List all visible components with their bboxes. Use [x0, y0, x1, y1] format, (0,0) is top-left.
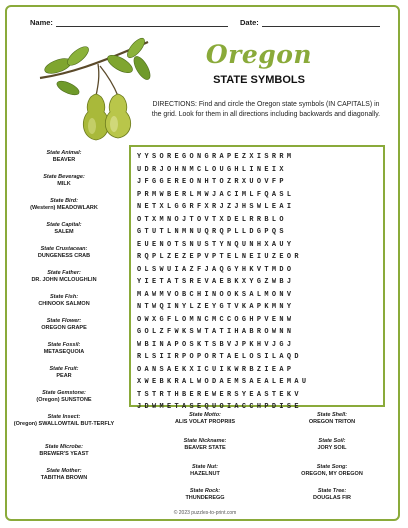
- clue-nickname: [150, 438, 260, 453]
- grid-row[interactable]: GOLZFWKSWTATIHABROWNN: [137, 328, 295, 336]
- clue-microbe: [14, 444, 114, 459]
- clue-beverage: [14, 174, 114, 189]
- grid-row[interactable]: OLSWUIAZFJAQGYHKVTMDO: [137, 265, 295, 274]
- clue-label: State Microbe:: [45, 444, 83, 450]
- clue-fish: [14, 294, 114, 309]
- clue-label: State Flower:: [46, 318, 82, 324]
- grid-row[interactable]: GTUTLNMNUQRQPLLDGPQS: [137, 228, 287, 236]
- clue-answer: DUNGENESS CRAB: [37, 253, 91, 260]
- grid-row[interactable]: OTXMNOJTOVTXDELRRBLO: [137, 215, 287, 224]
- date-label: Date:: [240, 18, 259, 27]
- clue-fossil: [14, 342, 114, 357]
- clue-label: State Fish:: [49, 294, 79, 300]
- clue-label: State Nut:: [192, 464, 218, 470]
- clue-label: State Crustacean:: [40, 246, 88, 252]
- clue-insect: [12, 414, 116, 429]
- grid-row[interactable]: RLSIIRPOPORTAELOSILAQD: [137, 353, 302, 361]
- clue-label: State Animal:: [46, 150, 82, 156]
- clue-answer: ALIS VOLAT PROPRIIS: [174, 419, 236, 426]
- grid-row[interactable]: RQPLZEZEPVPTELNEIUZEOR: [137, 253, 302, 261]
- clue-fruit: [14, 366, 114, 381]
- clue-animal: [14, 150, 114, 165]
- clue-answer: OREGON TRITON: [308, 419, 356, 426]
- clue-label: State Shell:: [317, 412, 347, 418]
- page-title: Oregon: [205, 40, 313, 69]
- word-search-grid-box: [129, 145, 385, 411]
- grid-row[interactable]: OWXGFLOMNCMCCOGHPVENW: [137, 315, 295, 324]
- clue-answer: BEAVER: [52, 157, 76, 164]
- clue-label: State Rock:: [189, 488, 221, 494]
- grid-row[interactable]: UDRJOHNMCLOUGHLINEIX: [137, 165, 287, 174]
- clue-shell: [276, 412, 388, 427]
- grid-row[interactable]: PRMWBERLMWJACIMLFQASL: [137, 190, 295, 199]
- grid-row[interactable]: YYSOREGONGRAPEZXISRRM: [137, 153, 295, 161]
- clue-father: [14, 270, 114, 285]
- clue-mother: [14, 468, 114, 483]
- clue-answer: THUNDEREGG: [185, 495, 225, 502]
- clue-answer: CHINOOK SALMON: [38, 301, 90, 308]
- clue-answer: MILK: [57, 181, 71, 188]
- clue-soil: [276, 438, 388, 453]
- clue-gemstone: [14, 390, 114, 405]
- clue-label: State Song:: [316, 464, 348, 470]
- grid-row[interactable]: NTWQINYLZEYGTVKAPKMNY: [137, 303, 295, 311]
- date-field[interactable]: [240, 18, 380, 27]
- clue-label: State Tree:: [317, 488, 347, 494]
- clue-rock: [150, 488, 260, 503]
- clue-capital: [14, 222, 114, 237]
- clue-answer: BREWER'S YEAST: [39, 451, 89, 458]
- clue-answer: OREGON GRAPE: [41, 325, 87, 332]
- clue-answer: OREGON, MY OREGON: [301, 471, 363, 478]
- grid-row[interactable]: JDWMETASEQUOIACCHPDISE: [137, 403, 302, 411]
- clue-label: State Nickname:: [183, 438, 227, 444]
- clue-answer: HAZELNUT: [190, 471, 220, 478]
- clue-label: State Motto:: [189, 412, 221, 418]
- clue-label: State Beverage:: [43, 174, 85, 180]
- name-label: Name:: [30, 18, 53, 27]
- clue-label: State Capital:: [46, 222, 82, 228]
- word-search-grid[interactable]: [134, 151, 382, 414]
- grid-row[interactable]: NETXLGGRFXRJZJHSWLEAI: [137, 203, 295, 211]
- clue-tree: [276, 488, 388, 503]
- clue-label: State Fossil:: [47, 342, 81, 348]
- clue-flower: [14, 318, 114, 333]
- grid-row[interactable]: MAWMVOBCHINOOKSALMONV: [137, 290, 295, 299]
- clue-answer: (Oregon) SWALLOWTAIL BUT-TERFLY: [13, 421, 115, 428]
- name-blank-line[interactable]: [56, 18, 228, 27]
- clue-label: State Mother:: [46, 468, 82, 474]
- clue-label: State Insect:: [47, 414, 81, 420]
- clue-label: State Soil:: [318, 438, 346, 444]
- grid-row[interactable]: YIETATSREVAEBKXYGZWBJ: [137, 278, 295, 286]
- clue-label: State Fruit:: [49, 366, 79, 372]
- clue-crustacean: [14, 246, 114, 261]
- clue-answer: (Oregon) SUNSTONE: [36, 397, 92, 404]
- footer-copyright: © 2023 puzzles-to-print.com: [173, 510, 237, 516]
- clue-answer: BEAVER STATE: [184, 445, 226, 452]
- clue-answer: TABITHA BROWN: [40, 475, 88, 482]
- clue-answer: JORY SOIL: [317, 445, 347, 452]
- clue-answer: DOUGLAS FIR: [313, 495, 351, 502]
- clue-motto: [150, 412, 260, 427]
- clue-nut: [150, 464, 260, 479]
- clue-answer: SALEM: [54, 229, 74, 236]
- clue-answer: METASEQUOIA: [43, 349, 85, 356]
- date-blank-line[interactable]: [262, 18, 380, 27]
- grid-row[interactable]: WBINAPOSKTSBVJPKHVJGJ: [137, 340, 295, 349]
- pear-branch-illustration: [38, 34, 162, 146]
- clue-label: State Bird:: [50, 198, 78, 204]
- grid-row[interactable]: EUENOTSNUSTYNQUNHXAUY: [137, 240, 295, 249]
- grid-row[interactable]: JFGGEREONHTOZRXUOVFP: [137, 178, 287, 186]
- page-subtitle: STATE SYMBOLS: [213, 74, 305, 86]
- clue-label: State Gemstone:: [42, 390, 86, 396]
- clue-song: [276, 464, 388, 479]
- clue-bird: [14, 198, 114, 213]
- name-field[interactable]: [30, 18, 228, 27]
- clue-answer: PEAR: [56, 373, 72, 380]
- grid-row[interactable]: OANSAEKXICUIKWRBZIEAP: [137, 365, 295, 374]
- grid-row[interactable]: TSTRTHBEREWERSYEASTEKV: [137, 390, 302, 399]
- grid-row[interactable]: XWEBKRALWODAEMSAEALEMAU: [137, 378, 310, 386]
- clue-answer: DR. JOHN MCLOUGHLIN: [31, 277, 97, 284]
- clue-label: State Father:: [47, 270, 81, 276]
- directions-text: DIRECTIONS: Find and circle the Oregon state symbols (IN CAPITALS) in the grid. Look for them in all directions including backwards and diagonally.: [151, 101, 381, 118]
- clue-answer: (Western) MEADOWLARK: [30, 205, 98, 212]
